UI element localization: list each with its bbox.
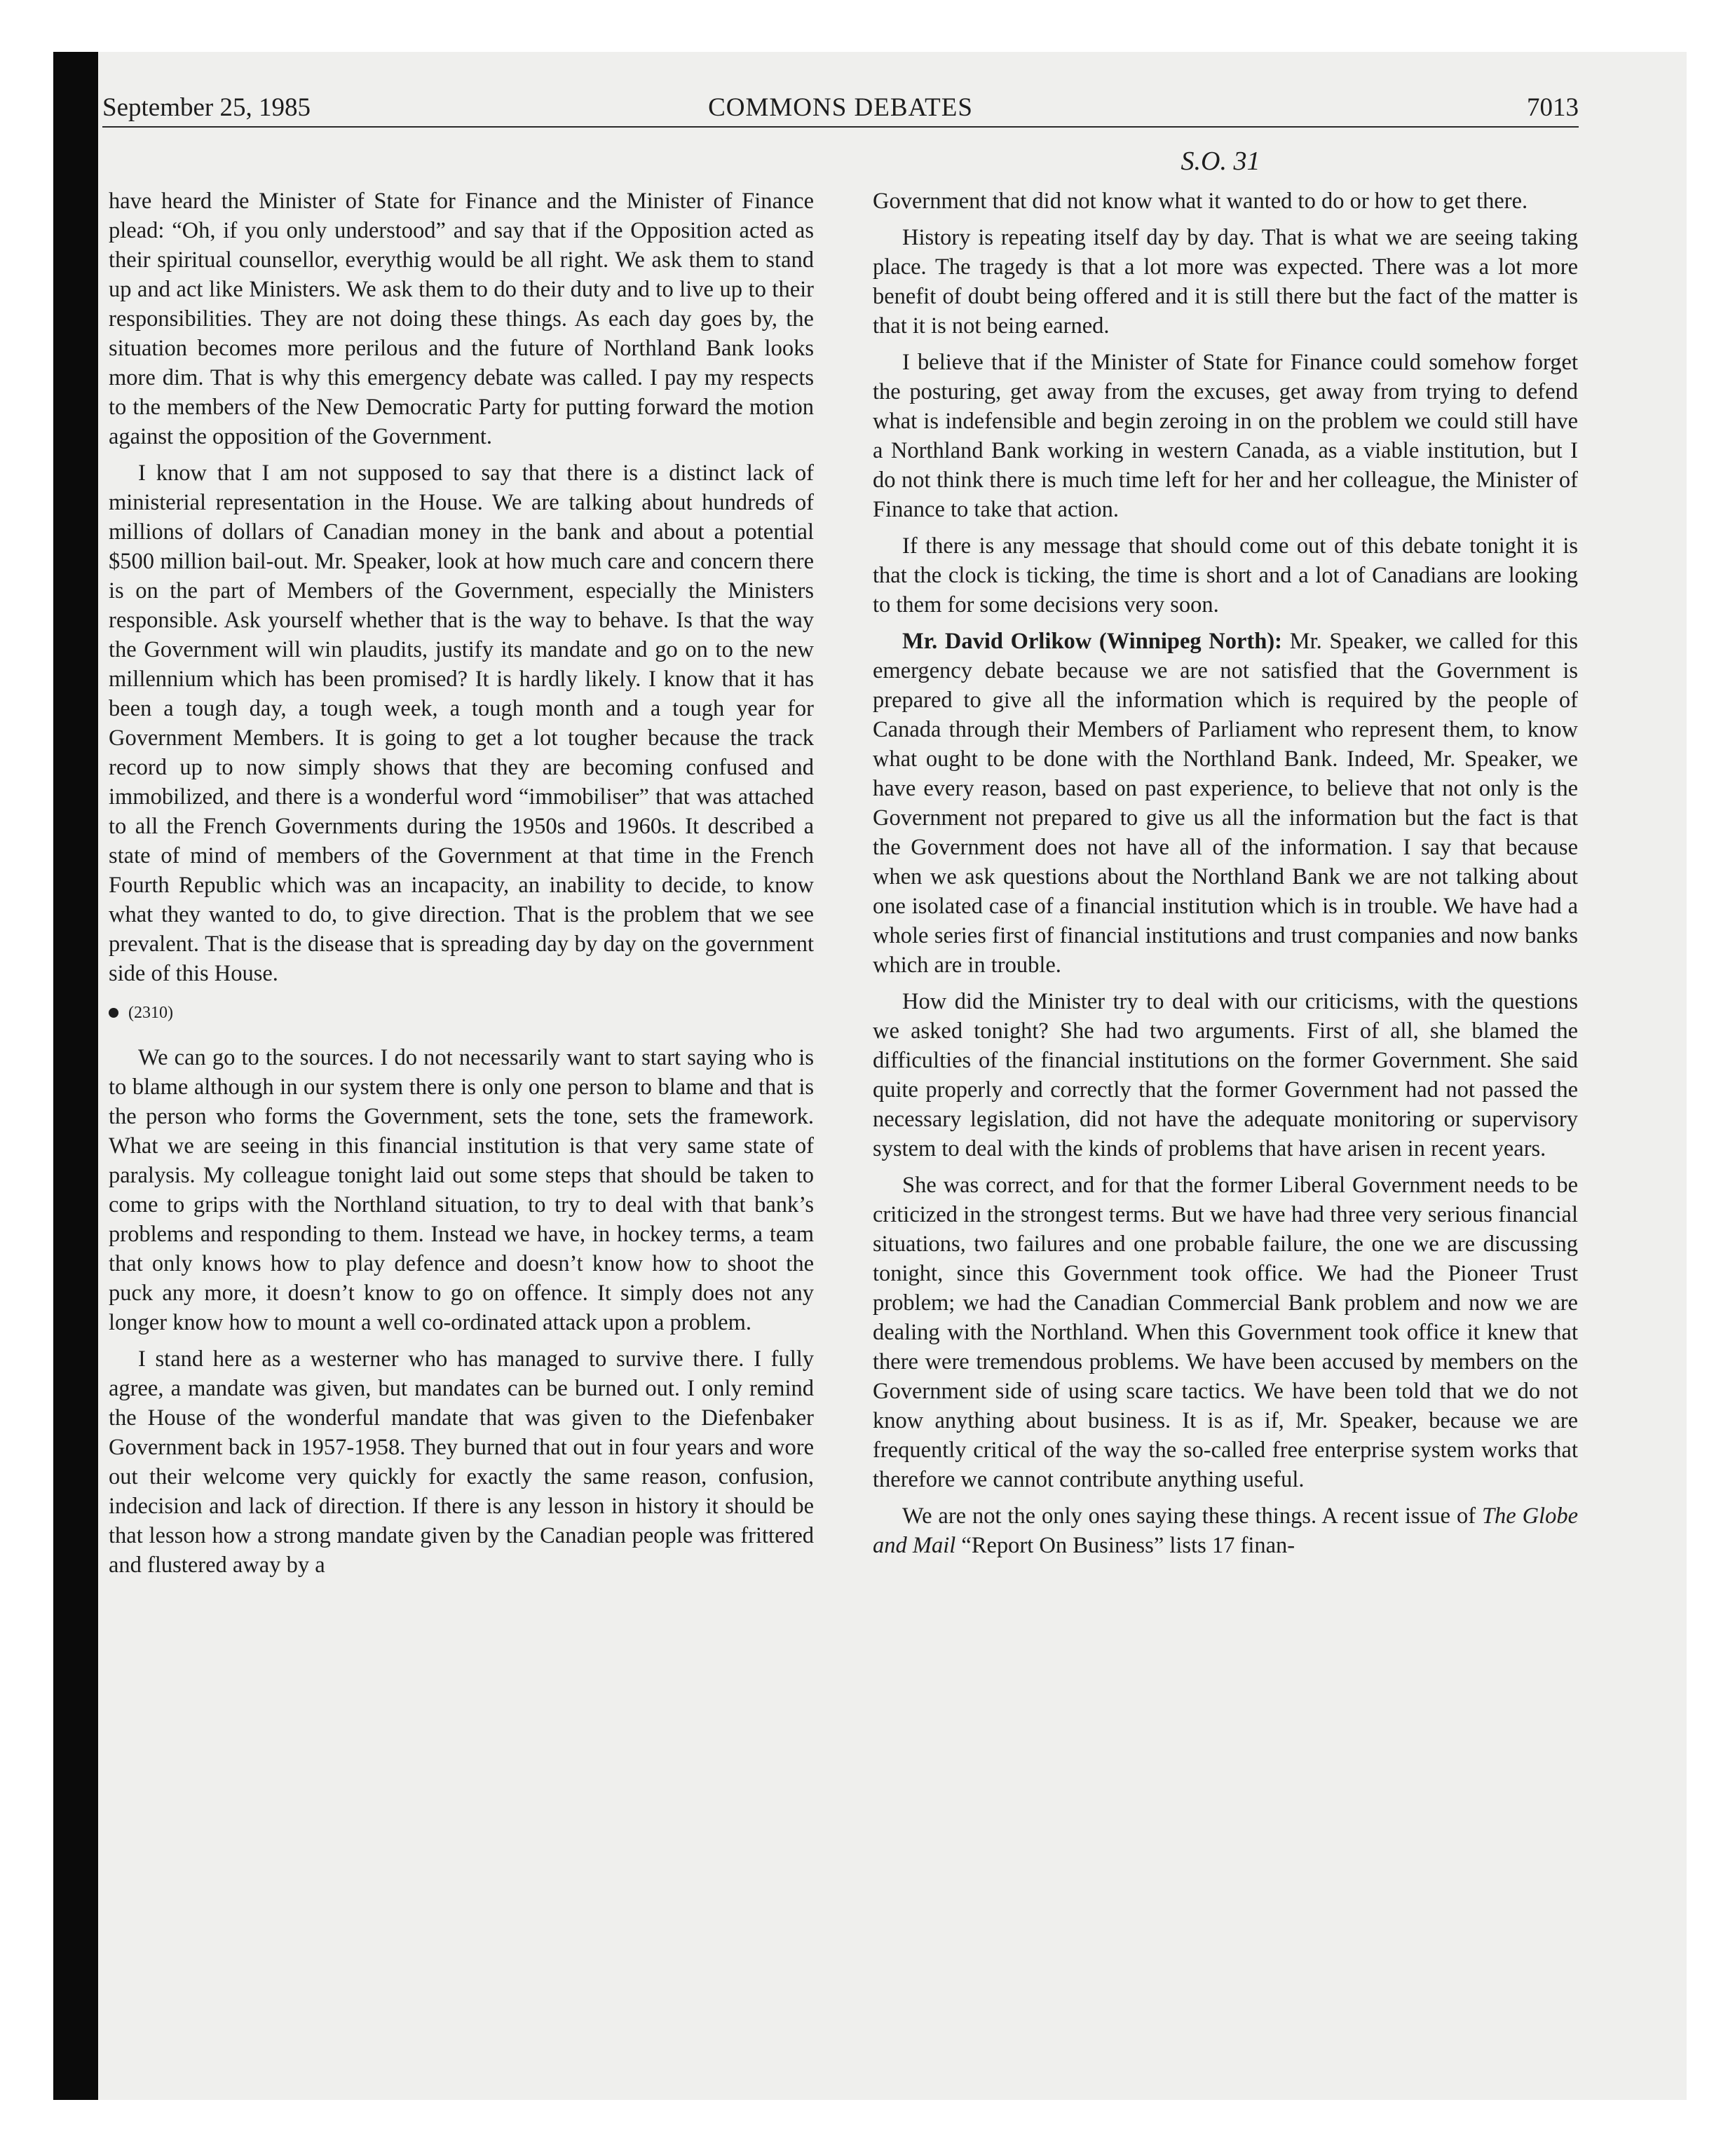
speech-text: Mr. Speaker, we called for this emergency debate because we are not satisfied that the Government is prepared to give all the information which is required by the people of Canada through their Members of Parliament who represent them, to know what ought to be done with the Northland Bank. Indeed, Mr. Speaker, we have every reason, based on past experience, to believe that not only is the Government not prepared to give us all the information but the fact is that the Government does not have all of the information. I say that because when we ask questions about the Northland Bank we are not talking about one isolated case of a financial institution which is in trouble. We have had a whole series first of financial institutions and trust companies and now banks which are in trouble. <box>873 629 1578 978</box>
publication-title: The Globe and Mail <box>873 1503 1579 1558</box>
paragraph-text: “Report On Business” lists 17 finan- <box>961 1533 1295 1558</box>
paragraph: I know that I am not supposed to say that there is a distinct lack of ministerial representation in the House. We are talking about hundreds of millions of dollars of Canadian money in the bank and about a potential $500 million bail-out. Mr. Speaker, look at how much care and concern there is on the part of Members of the Government, especially the Ministers responsible. Ask yourself whether that is the way to behave. Is that the way the Government will win plaudits, justify its mandate and go on to the new millennium which has been promised? It is hardly likely. I know that it has been a tough day, a tough week, a tough month and a tough year for Government Members. It is going to get a lot tougher because the track record up to now simply shows that they are becoming confused and immobilized, and there is a wonderful word “immobiliser” that was attached to all the French Governments during the 1950s and 1960s. It described a state of mind of members of the Government at that time in the French Fourth Republic which was an incapacity, an inability to decide, to know what they wanted to do, to give direction. That is the problem that we see prevalent. That is the disease that is spreading day by day on the government side of this House. <box>109 460 814 986</box>
paragraph: I stand here as a westerner who has managed to survive there. I fully agree, a mandate was given, but mandates can be burned out. I only remind the House of the wonderful mandate that was given to the Diefenbaker Government back in 1957-1958. They burned that out in four years and wore out their welcome very quickly for exactly the same reason, confusion, indecision and lack of direction. If there is any lesson in history it should be that lesson how a strong mandate given by the Canadian people was frittered and flustered away by a <box>109 1346 814 1578</box>
paragraph: Government that did not know what it wanted to do or how to get there. <box>873 189 1528 214</box>
right-column <box>873 186 1578 1567</box>
bullet-icon <box>109 1008 118 1018</box>
paragraph: I believe that if the Minister of State for Finance could somehow forget the posturing, get away from the excuses, get away from trying to defend what is indefensible and begin zeroing in on the problem we could still have a Northland Bank working in western Canada, as a viable institution, but I do not think there is much time left for her and her colleague, the Minister of Finance to take that action. <box>873 350 1578 522</box>
paragraph: have heard the Minister of State for Finance and the Minister of Finance plead: “Oh, if you only understood” and say that if the Opposition acted as their spiritual counsellor, everythig would be all right. We ask them to stand up and act like Ministers. We ask them to do their duty and to live up to their responsibilities. They are not doing these things. As each day goes by, the situation becomes more perilous and the future of Northland Bank looks more dim. That is why this emergency debate was called. I pay my respects to the members of the New Democratic Party for putting forward the motion against the opposition of the Government. <box>109 189 814 449</box>
binding-edge <box>53 52 98 2100</box>
paragraph <box>873 1501 1578 1560</box>
section-tag: S.O. 31 <box>1181 146 1260 176</box>
time-marker <box>109 1001 814 1025</box>
header-date: September 25, 1985 <box>102 93 311 122</box>
header-page-number: 7013 <box>1527 93 1579 122</box>
speech-paragraph <box>873 627 1578 980</box>
paragraph: How did the Minister try to deal with our criticisms, with the questions we asked tonight? She had two arguments. First of all, she blamed the difficulties of the financial institutions on the former Government. She said quite properly and correctly that the former Government had not passed the necessary legislation, did not have the adequate monitoring or supervisory system to deal with the kinds of problems that have arisen in recent years. <box>873 989 1578 1161</box>
paragraph: If there is any message that should come out of this debate tonight it is that the clock is ticking, the time is short and a lot of Canadians are looking to them for some decisions very soon. <box>873 533 1578 618</box>
header-title: COMMONS DEBATES <box>708 93 973 122</box>
paragraph: We can go to the sources. I do not necessarily want to start saying who is to blame although in our system there is only one person to blame and that is the person who forms the Government, sets the tone, sets the framework. What we are seeing in this financial institution is that very same state of paralysis. My colleague tonight laid out some steps that should be taken to come to grips with the Northland situation, to try to deal with that bank’s problems and responding to them. Instead we have, in hockey terms, a team that only knows how to play defence and doesn’t know how to shoot the puck any more, it doesn’t know to go on offence. It simply does not any longer know how to mount a well co-ordinated attack upon a problem. <box>109 1045 814 1335</box>
speaker-name: Mr. David Orlikow (Winnipeg North): <box>902 629 1282 654</box>
left-column <box>109 186 814 1587</box>
paragraph: History is repeating itself day by day. That is what we are seeing taking place. The tragedy is that a lot more was expected. There was a lot more benefit of doubt being offered and it is still there but the fact of the matter is that it is not being earned. <box>873 225 1578 339</box>
paragraph-text: We are not the only ones saying these things. A recent issue of <box>902 1503 1476 1529</box>
running-header <box>102 90 1579 128</box>
time-marker-label: (2310) <box>128 1004 173 1022</box>
paragraph: She was correct, and for that the former Liberal Government needs to be criticized in the strongest terms. But we have had three very serious financial situations, two failures and one probable failure, the one we are discussing tonight, since this Government took office. We had the Pioneer Trust problem; we had the Canadian Commercial Bank problem and now we are dealing with the Northland. When this Government took office it knew that there were tremendous problems. We have been accused by members on the Government side of using scare tactics. We have been told that we do not know anything about business. It is as if, Mr. Speaker, because we are frequently critical of the way the so-called free enterprise system works that therefore we cannot contribute anything useful. <box>873 1173 1578 1492</box>
